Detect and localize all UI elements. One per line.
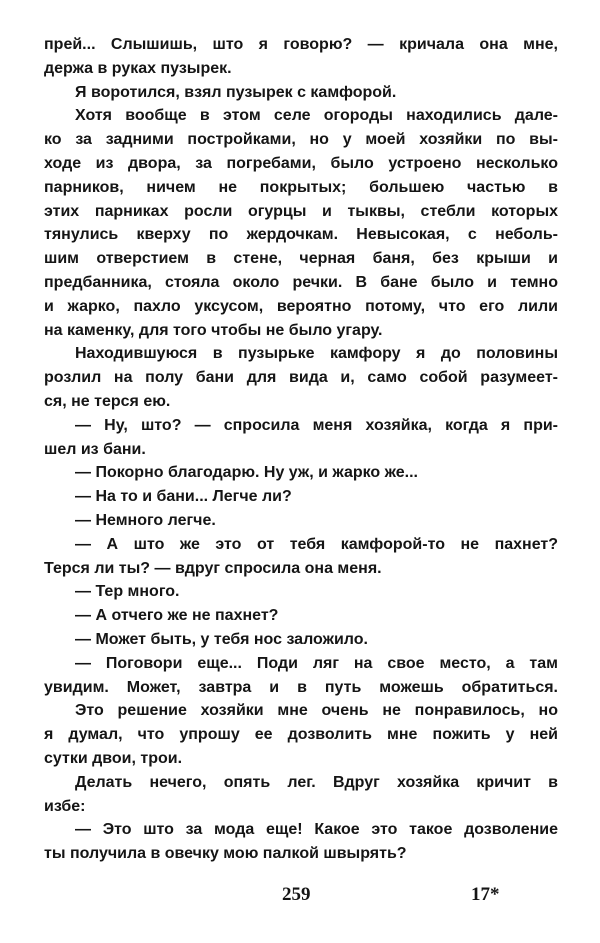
- text-line: предбанника, стояла около речки. В бане было и темно: [44, 273, 558, 291]
- text-line: ся, не терся ею.: [44, 392, 171, 410]
- text-line: на каменку, для того чтобы не было угару.: [44, 321, 383, 339]
- text-line: избе:: [44, 797, 86, 815]
- text-line: — Может быть, у тебя нос заложило.: [75, 630, 368, 648]
- text-line: — Ну, што? — спросила меня хозяйка, когда я при-: [75, 416, 558, 434]
- text-line: Я воротился, взял пузырек с камфорой.: [75, 83, 397, 101]
- text-line: шел из бани.: [44, 440, 146, 458]
- text-line: сутки двои, трои.: [44, 749, 183, 767]
- signature-mark: 17*: [471, 884, 500, 905]
- text-line: увидим. Может, завтра и в путь можешь обратиться.: [44, 678, 558, 696]
- text-line: Это решение хозяйки мне очень не понравилось, но: [75, 702, 558, 720]
- page-text: [44, 33, 558, 866]
- text-line: этих парниках росли огурцы и тыквы, стебли которых: [44, 202, 558, 220]
- text-line: ты получила в овечку мою палкой швырять?: [44, 845, 407, 863]
- text-line: Терся ли ты? — вдруг спросила она меня.: [44, 559, 382, 577]
- text-line: — Поговори еще... Поди ляг на свое место, а там: [75, 654, 558, 672]
- text-line: я думал, что упрошу ее дозволить мне пожить у ней: [44, 726, 558, 744]
- text-line: шим отверстием в стене, черная баня, без крыши и: [44, 250, 558, 268]
- text-line: — Тер много.: [75, 583, 180, 601]
- text-line: розлил на полу бани для вида и, само собой разумеет-: [44, 369, 558, 387]
- text-line: и жарко, пахло уксусом, вероятно потому, что его лили: [44, 297, 558, 315]
- text-line: Хотя вообще в этом селе огороды находились дале-: [75, 107, 558, 125]
- text-line: — А отчего же не пахнет?: [75, 607, 279, 625]
- text-line: — Покорно благодарю. Ну уж, и жарко же...: [75, 464, 418, 482]
- text-line: ко за задними постройками, но у моей хозяйки по вы-: [44, 131, 558, 149]
- text-line: ходе из двора, за погребами, было устроено несколько: [44, 154, 558, 172]
- text-line: — На то и бани... Легче ли?: [75, 488, 292, 506]
- text-line: тянулись кверху по жердочкам. Невысокая, с неболь-: [44, 226, 558, 244]
- text-line: — Немного легче.: [75, 511, 216, 529]
- text-line: Находившуюся в пузырьке камфору я до половины: [75, 345, 558, 363]
- text-line: Делать нечего, опять лег. Вдруг хозяйка кричит в: [75, 773, 558, 791]
- text-line: — Это што за мода еще! Какое это такое дозволение: [75, 821, 558, 839]
- text-line: держа в руках пузырек.: [44, 59, 232, 77]
- text-line: — А што же это от тебя камфорой-то не пахнет?: [75, 535, 558, 553]
- text-line: прей... Слышишь, што я говорю? — кричала она мне,: [44, 36, 558, 53]
- text-line: парников, ничем не покрытых; большею частью в: [44, 178, 558, 196]
- page-number: 259: [282, 884, 311, 905]
